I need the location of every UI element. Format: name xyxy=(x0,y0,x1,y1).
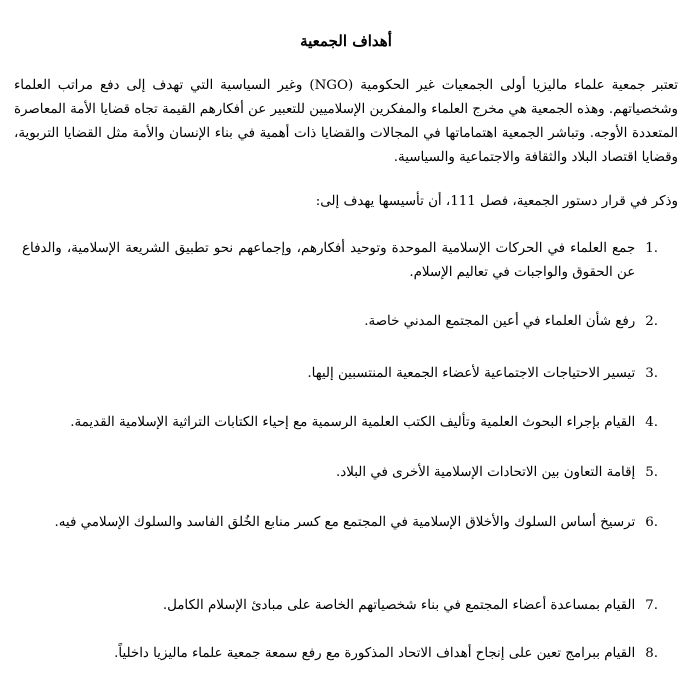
list-item-text: القيام بإجراء البحوث العلمية وتأليف الكتب العلمية الرسمية مع إحياء الكتابات التراثية الإسلامية القديمة. xyxy=(70,415,636,430)
list-item-text: جمع العلماء في الحركات الإسلامية الموحدة وتوحيد أفكارهم، وإجماعهم نحو تطبيق الشريعة الإسلامية، والدفاع عن الحقوق والواجبات في تعاليم الإسلام. xyxy=(22,241,636,280)
list-item xyxy=(22,237,658,285)
list-item xyxy=(22,411,658,435)
list-item-text: القيام ببرامج تعين على إنجاح أهداف الاتحاد المذكورة مع رفع سمعة جمعية علماء ماليزيا داخلياً. xyxy=(114,646,636,661)
list-item-text: إقامة التعاون بين الاتحادات الإسلامية الأخرى في البلاد. xyxy=(336,465,636,480)
list-item-number: .2 xyxy=(645,314,658,329)
list-item-number: .3 xyxy=(645,366,658,381)
list-item-number: .4 xyxy=(645,415,658,430)
document-title: أهداف الجمعية xyxy=(300,32,392,50)
list-item-number: .7 xyxy=(645,598,658,613)
list-item xyxy=(22,594,658,618)
list-item xyxy=(22,461,658,485)
list-item-text: القيام بمساعدة أعضاء المجتمع في بناء شخصياتهم الخاصة على مبادئ الإسلام الكامل. xyxy=(162,598,636,613)
list-item xyxy=(22,642,658,666)
list-item-number: .5 xyxy=(645,465,658,480)
list-item xyxy=(22,362,658,386)
list-item-text: رفع شأن العلماء في أعين المجتمع المدني خاصة. xyxy=(364,314,636,329)
list-item xyxy=(22,511,658,535)
list-item-number: .6 xyxy=(645,515,658,530)
list-item-text: ترسيخ أساس السلوك والأخلاق الإسلامية في المجتمع مع كسر منابع الخُلق الفاسد والسلوك الإسلامي فيه. xyxy=(54,515,636,530)
list-item-text: تيسير الاحتياجات الاجتماعية لأعضاء الجمعية المنتسبين إليها. xyxy=(307,366,636,381)
intro-paragraph: تعتبر جمعية علماء ماليزيا أولى الجمعيات غير الحكومية (NGO) وغير السياسية التي تهدف إلى دفع مراتب العلماء وشخصياتهم. وهذه الجمعية هي مخرج العلماء والمفكرين الإسلاميين للتعبير عن أفكارهم القيمة تجاه قضايا الأمة المعاصرة المتعددة الأوجه. وتباشر الجمعية اهتماماتها في المجالات والقضايا ذات أهمية في بناء الإنسان والأمة مثل القضايا التربوية، وقضايا اقتصاد البلاد والثقافة والاجتماعية والسياسية. xyxy=(14,78,678,165)
lead-paragraph: وذكر في قرار دستور الجمعية، فصل 111، أن تأسيسها يهدف إلى: xyxy=(315,194,678,209)
list-item-number: .1 xyxy=(645,241,658,256)
list-item xyxy=(22,310,658,334)
list-item-number: .8 xyxy=(645,646,658,661)
